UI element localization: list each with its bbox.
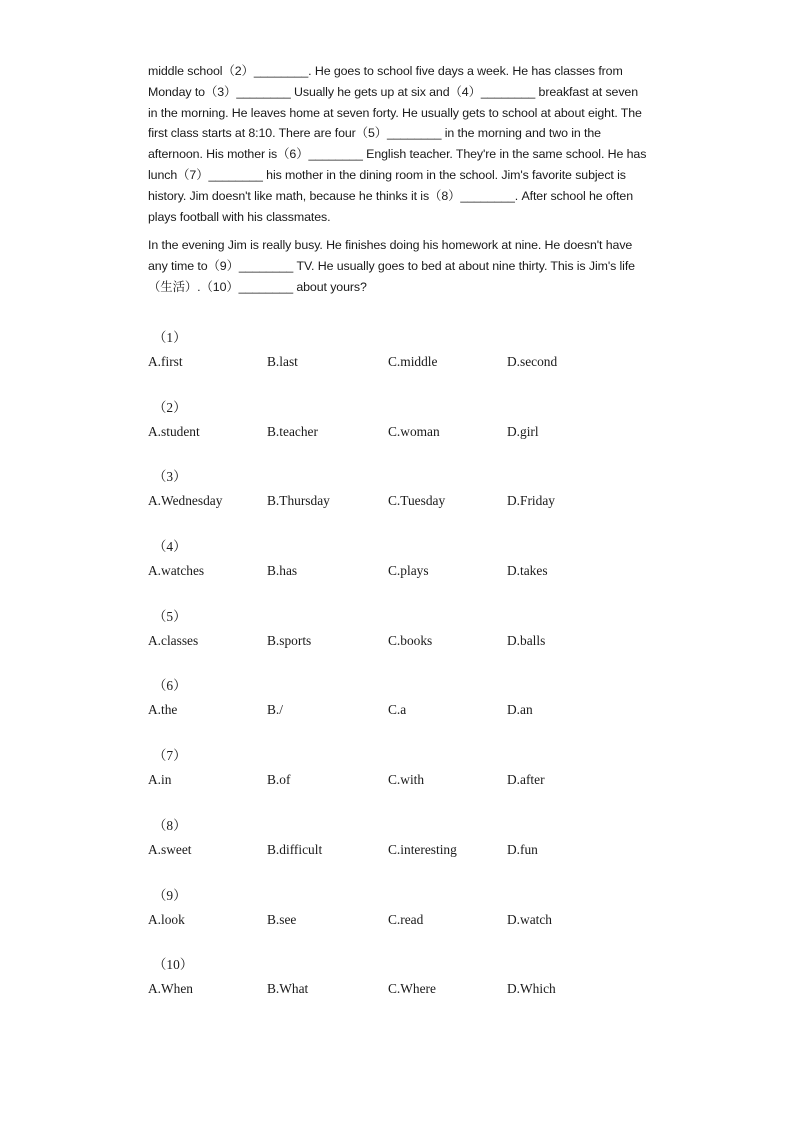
paragraph-spacer xyxy=(148,227,676,235)
option-row xyxy=(148,700,668,720)
passage-line: （生活）.（10）________ about yours? xyxy=(148,279,367,294)
option-b: B.Thursday xyxy=(267,493,330,509)
question-9 xyxy=(148,886,668,956)
option-d: D.watch xyxy=(507,911,552,927)
option-a: A.look xyxy=(148,911,185,927)
question-10 xyxy=(148,955,668,1025)
option-b: B.What xyxy=(267,981,309,997)
reading-passage xyxy=(148,61,676,298)
question-list xyxy=(148,328,668,1025)
option-row xyxy=(148,491,668,511)
passage-line: lunch（7）________ his mother in the dining room in the school. Jim's favorite subject is xyxy=(148,167,626,182)
question-4 xyxy=(148,537,668,607)
option-c: C.read xyxy=(388,911,424,927)
option-b: B.last xyxy=(267,354,298,369)
passage-line: Monday to（3）________ Usually he gets up at six and（4）________ breakfast at seven xyxy=(148,84,639,99)
option-c: C.interesting xyxy=(388,841,457,857)
option-d: D.Friday xyxy=(507,493,555,509)
question-number: （7） xyxy=(153,748,187,764)
option-row xyxy=(148,910,668,930)
question-1 xyxy=(148,328,668,398)
option-c: C.Where xyxy=(388,981,436,997)
option-c: C.with xyxy=(388,772,425,788)
question-number: （4） xyxy=(153,539,187,555)
option-a: A.the xyxy=(148,702,178,718)
option-row xyxy=(148,979,668,999)
option-row xyxy=(148,840,668,860)
question-5 xyxy=(148,607,668,677)
option-b: B.sports xyxy=(267,632,312,648)
option-d: D.second xyxy=(507,354,558,369)
option-d: D.an xyxy=(507,702,533,718)
option-row xyxy=(148,352,668,372)
option-a: A.classes xyxy=(148,632,199,648)
option-a: A.in xyxy=(148,772,172,788)
question-number: （3） xyxy=(153,469,187,485)
option-a: A.student xyxy=(148,423,200,439)
option-b: B.has xyxy=(267,563,298,579)
option-a: A.Wednesday xyxy=(148,493,223,509)
question-number: （2） xyxy=(153,399,187,415)
passage-line: plays football with his classmates. xyxy=(148,209,331,224)
option-row xyxy=(148,561,668,581)
option-a: A.sweet xyxy=(148,841,192,857)
option-d: D.after xyxy=(507,772,545,788)
question-3 xyxy=(148,467,668,537)
option-b: B.see xyxy=(267,911,297,927)
option-b: B./ xyxy=(267,702,283,718)
option-row xyxy=(148,770,668,790)
option-row xyxy=(148,631,668,651)
option-c: C.woman xyxy=(388,423,440,439)
passage-line: in the morning. He leaves home at seven forty. He usually gets to school at about eight. The xyxy=(148,105,642,120)
option-d: D.fun xyxy=(507,841,538,857)
option-c: C.Tuesday xyxy=(388,493,446,509)
question-number: （10） xyxy=(153,957,194,973)
question-7 xyxy=(148,746,668,816)
option-d: D.girl xyxy=(507,423,539,439)
option-d: D.takes xyxy=(507,563,548,579)
option-b: B.difficult xyxy=(267,841,323,857)
option-d: D.Which xyxy=(507,981,556,997)
question-number: （9） xyxy=(153,887,187,903)
question-6 xyxy=(148,676,668,746)
passage-line: In the evening Jim is really busy. He finishes doing his homework at nine. He doesn't have xyxy=(148,238,633,253)
passage-line: any time to（9）________ TV. He usually goes to bed at about nine thirty. This is Jim's life xyxy=(148,259,635,274)
passage-line: afternoon. His mother is（6）________ English teacher. They're in the same school. He has xyxy=(148,147,647,162)
option-c: C.books xyxy=(388,632,433,648)
question-2 xyxy=(148,398,668,468)
option-a: A.watches xyxy=(148,563,205,579)
question-number: （5） xyxy=(153,608,187,624)
option-a: A.When xyxy=(148,981,193,997)
passage-paragraph-2 xyxy=(148,235,676,297)
passage-paragraph-1 xyxy=(148,61,676,227)
option-c: C.middle xyxy=(388,354,438,369)
option-c: C.a xyxy=(388,702,407,718)
question-8 xyxy=(148,816,668,886)
passage-line: middle school（2）________. He goes to school five days a week. He has classes from xyxy=(148,64,623,78)
question-number: （8） xyxy=(153,817,187,833)
passage-line: first class starts at 8:10. There are four（5）________ in the morning and two in the xyxy=(148,126,601,141)
option-d: D.balls xyxy=(507,632,546,648)
option-b: B.teacher xyxy=(267,423,318,439)
passage-line: history. Jim doesn't like math, because he thinks it is（8）________. After school he often xyxy=(148,188,633,203)
question-number: （1） xyxy=(153,330,187,345)
option-c: C.plays xyxy=(388,563,429,579)
option-a: A.first xyxy=(148,354,183,369)
option-row xyxy=(148,422,668,442)
question-number: （6） xyxy=(153,678,187,694)
option-b: B.of xyxy=(267,772,291,788)
